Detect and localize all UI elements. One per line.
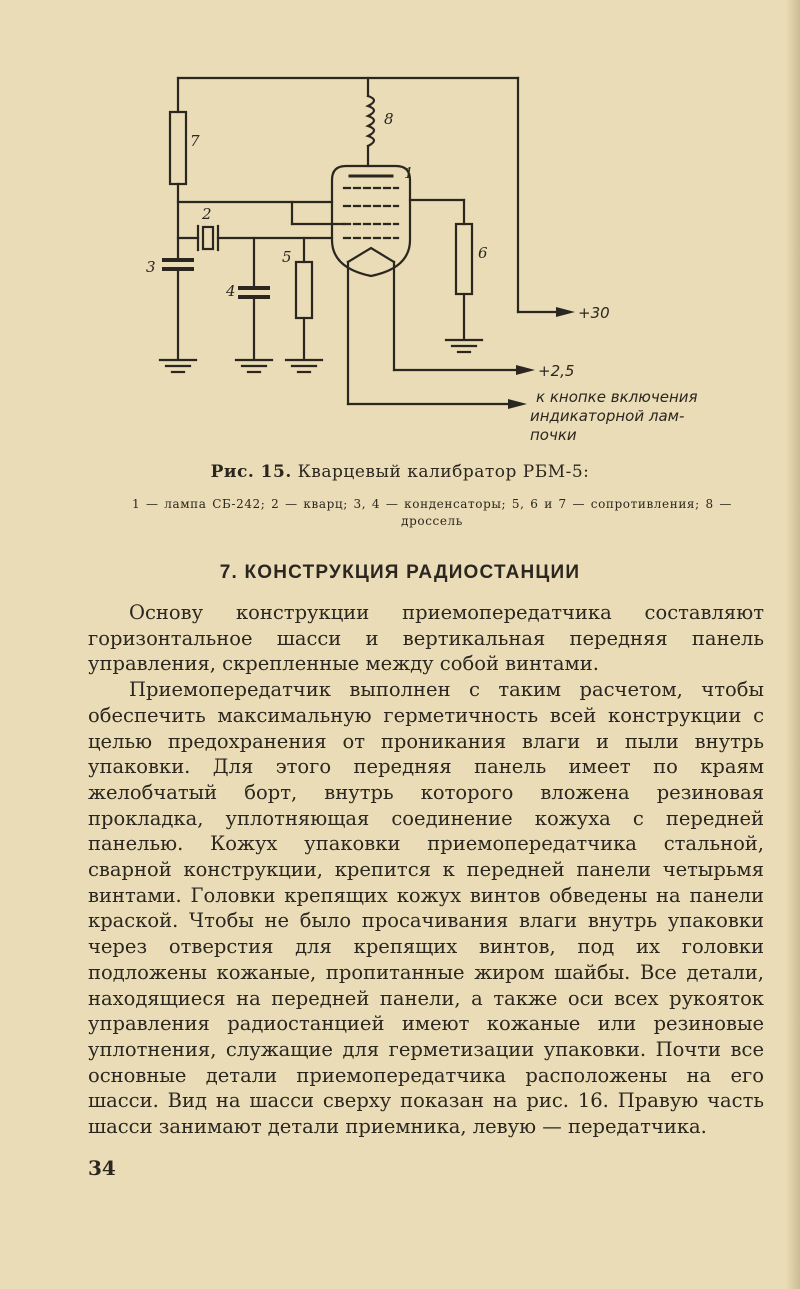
section-heading: 7. КОНСТРУКЦИЯ РАДИОСТАНЦИИ — [219, 562, 581, 583]
label-capacitor-4: 4 — [226, 282, 236, 300]
label-quartz-2: 2 — [202, 205, 212, 223]
schematic-diagram — [0, 0, 800, 460]
body-text — [88, 600, 764, 1140]
label-resistor-6: 6 — [478, 244, 488, 262]
paragraph: Приемопередатчик выполнен с таким расчетом, чтобы обеспечить максимальную герметичность всей конструкции с целью предохранения от проникания влаги и пыли внутрь упаковки. Для этого передняя панель имеет по краям желобчатый борт, внутрь которого вложена резиновая прокладка, уплотняющая соединение кожуха с передней панелью. Кожух упаковки приемопередатчика стальной, сварной конструкции, крепится к передней панели четырьмя винтами. Головки крепящих кожух винтов обведены на панели краской. Чтобы не было просачивания влаги внутрь упаковки через отверстия для крепящих винтов, под их головки подложены кожаные, пропитанные жиром шайбы. Все детали, находящиеся на передней панели, а также оси всех рукояток управления радиостанцией имеют кожаные или резиновые уплотнения, служащие для герметизации упаковки. Почти все основные детали приемопередатчика расположены на его шасси. Вид на шасси сверху показан на рис. 16. Правую часть шасси занимают детали приемника, левую — передатчика. — [88, 678, 764, 1139]
figure-caption-title — [0, 462, 800, 482]
label-resistor-5: 5 — [282, 248, 292, 266]
label-plus-2-5: +2,5 — [538, 362, 575, 380]
label-lamp-1: 1 — [404, 164, 414, 182]
label-capacitor-3: 3 — [146, 258, 156, 276]
note-line-2: индикаторной лам- — [530, 407, 685, 425]
label-choke-8: 8 — [384, 110, 394, 128]
paragraph: Основу конструкции приемопередатчика составляют горизонтальное шасси и вертикальная передняя панель управления, скрепленные между собой винтами. — [88, 601, 764, 676]
figure-caption-prefix: Рис. 15. — [210, 462, 292, 482]
figure-caption-text: Кварцевый калибратор РБМ-5: — [297, 462, 590, 482]
label-resistor-7: 7 — [190, 132, 200, 150]
note-line-3: почки — [530, 426, 577, 444]
figure-caption-legend: 1 — лампа СБ-242; 2 — кварц; 3, 4 — конденсаторы; 5, 6 и 7 — сопротивления; 8 — дроссель — [132, 497, 732, 528]
label-plus-30: +30 — [578, 304, 610, 322]
note-line-1: к кнопке включения — [536, 388, 698, 406]
page-number: 34 — [88, 1156, 116, 1180]
